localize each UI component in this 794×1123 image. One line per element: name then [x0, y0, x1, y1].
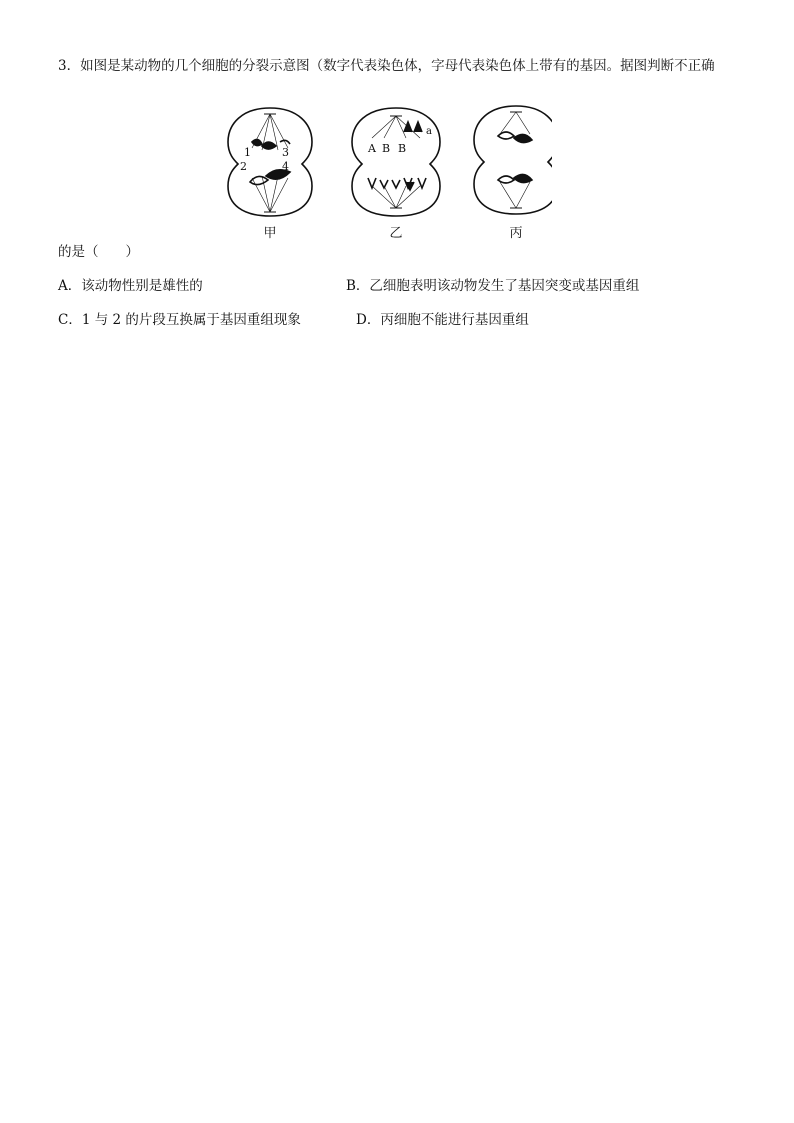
- option-a: A．该动物性别是雄性的: [58, 278, 203, 294]
- question-stem-line-2: 的是（ ）: [58, 244, 139, 260]
- cell-division-figure: [222, 102, 552, 242]
- caption-jia: 甲: [263, 226, 277, 241]
- jia-label-2: 2: [240, 160, 247, 173]
- yi-label-A: A: [368, 142, 376, 155]
- option-d: D．丙细胞不能进行基因重组: [356, 312, 529, 328]
- cell-bing: [474, 106, 552, 214]
- yi-label-B1: B: [382, 142, 391, 155]
- caption-yi: 乙: [389, 226, 403, 241]
- jia-label-1: 1: [244, 146, 251, 159]
- yi-label-B2: B: [398, 142, 407, 155]
- option-c: C．1 与 2 的片段互换属于基因重组现象: [58, 312, 301, 328]
- cell-yi: [352, 108, 440, 216]
- question-stem-line-1: 3．如图是某动物的几个细胞的分裂示意图（数字代表染色体，字母代表染色体上带有的基因。据图判断不正确: [58, 58, 715, 74]
- jia-label-4: 4: [282, 160, 289, 173]
- yi-label-a: a: [426, 126, 432, 137]
- cell-division-diagrams: [222, 102, 552, 242]
- caption-bing: 丙: [509, 226, 523, 241]
- option-b: B．乙细胞表明该动物发生了基因突变或基因重组: [346, 278, 640, 294]
- jia-label-3: 3: [282, 146, 289, 159]
